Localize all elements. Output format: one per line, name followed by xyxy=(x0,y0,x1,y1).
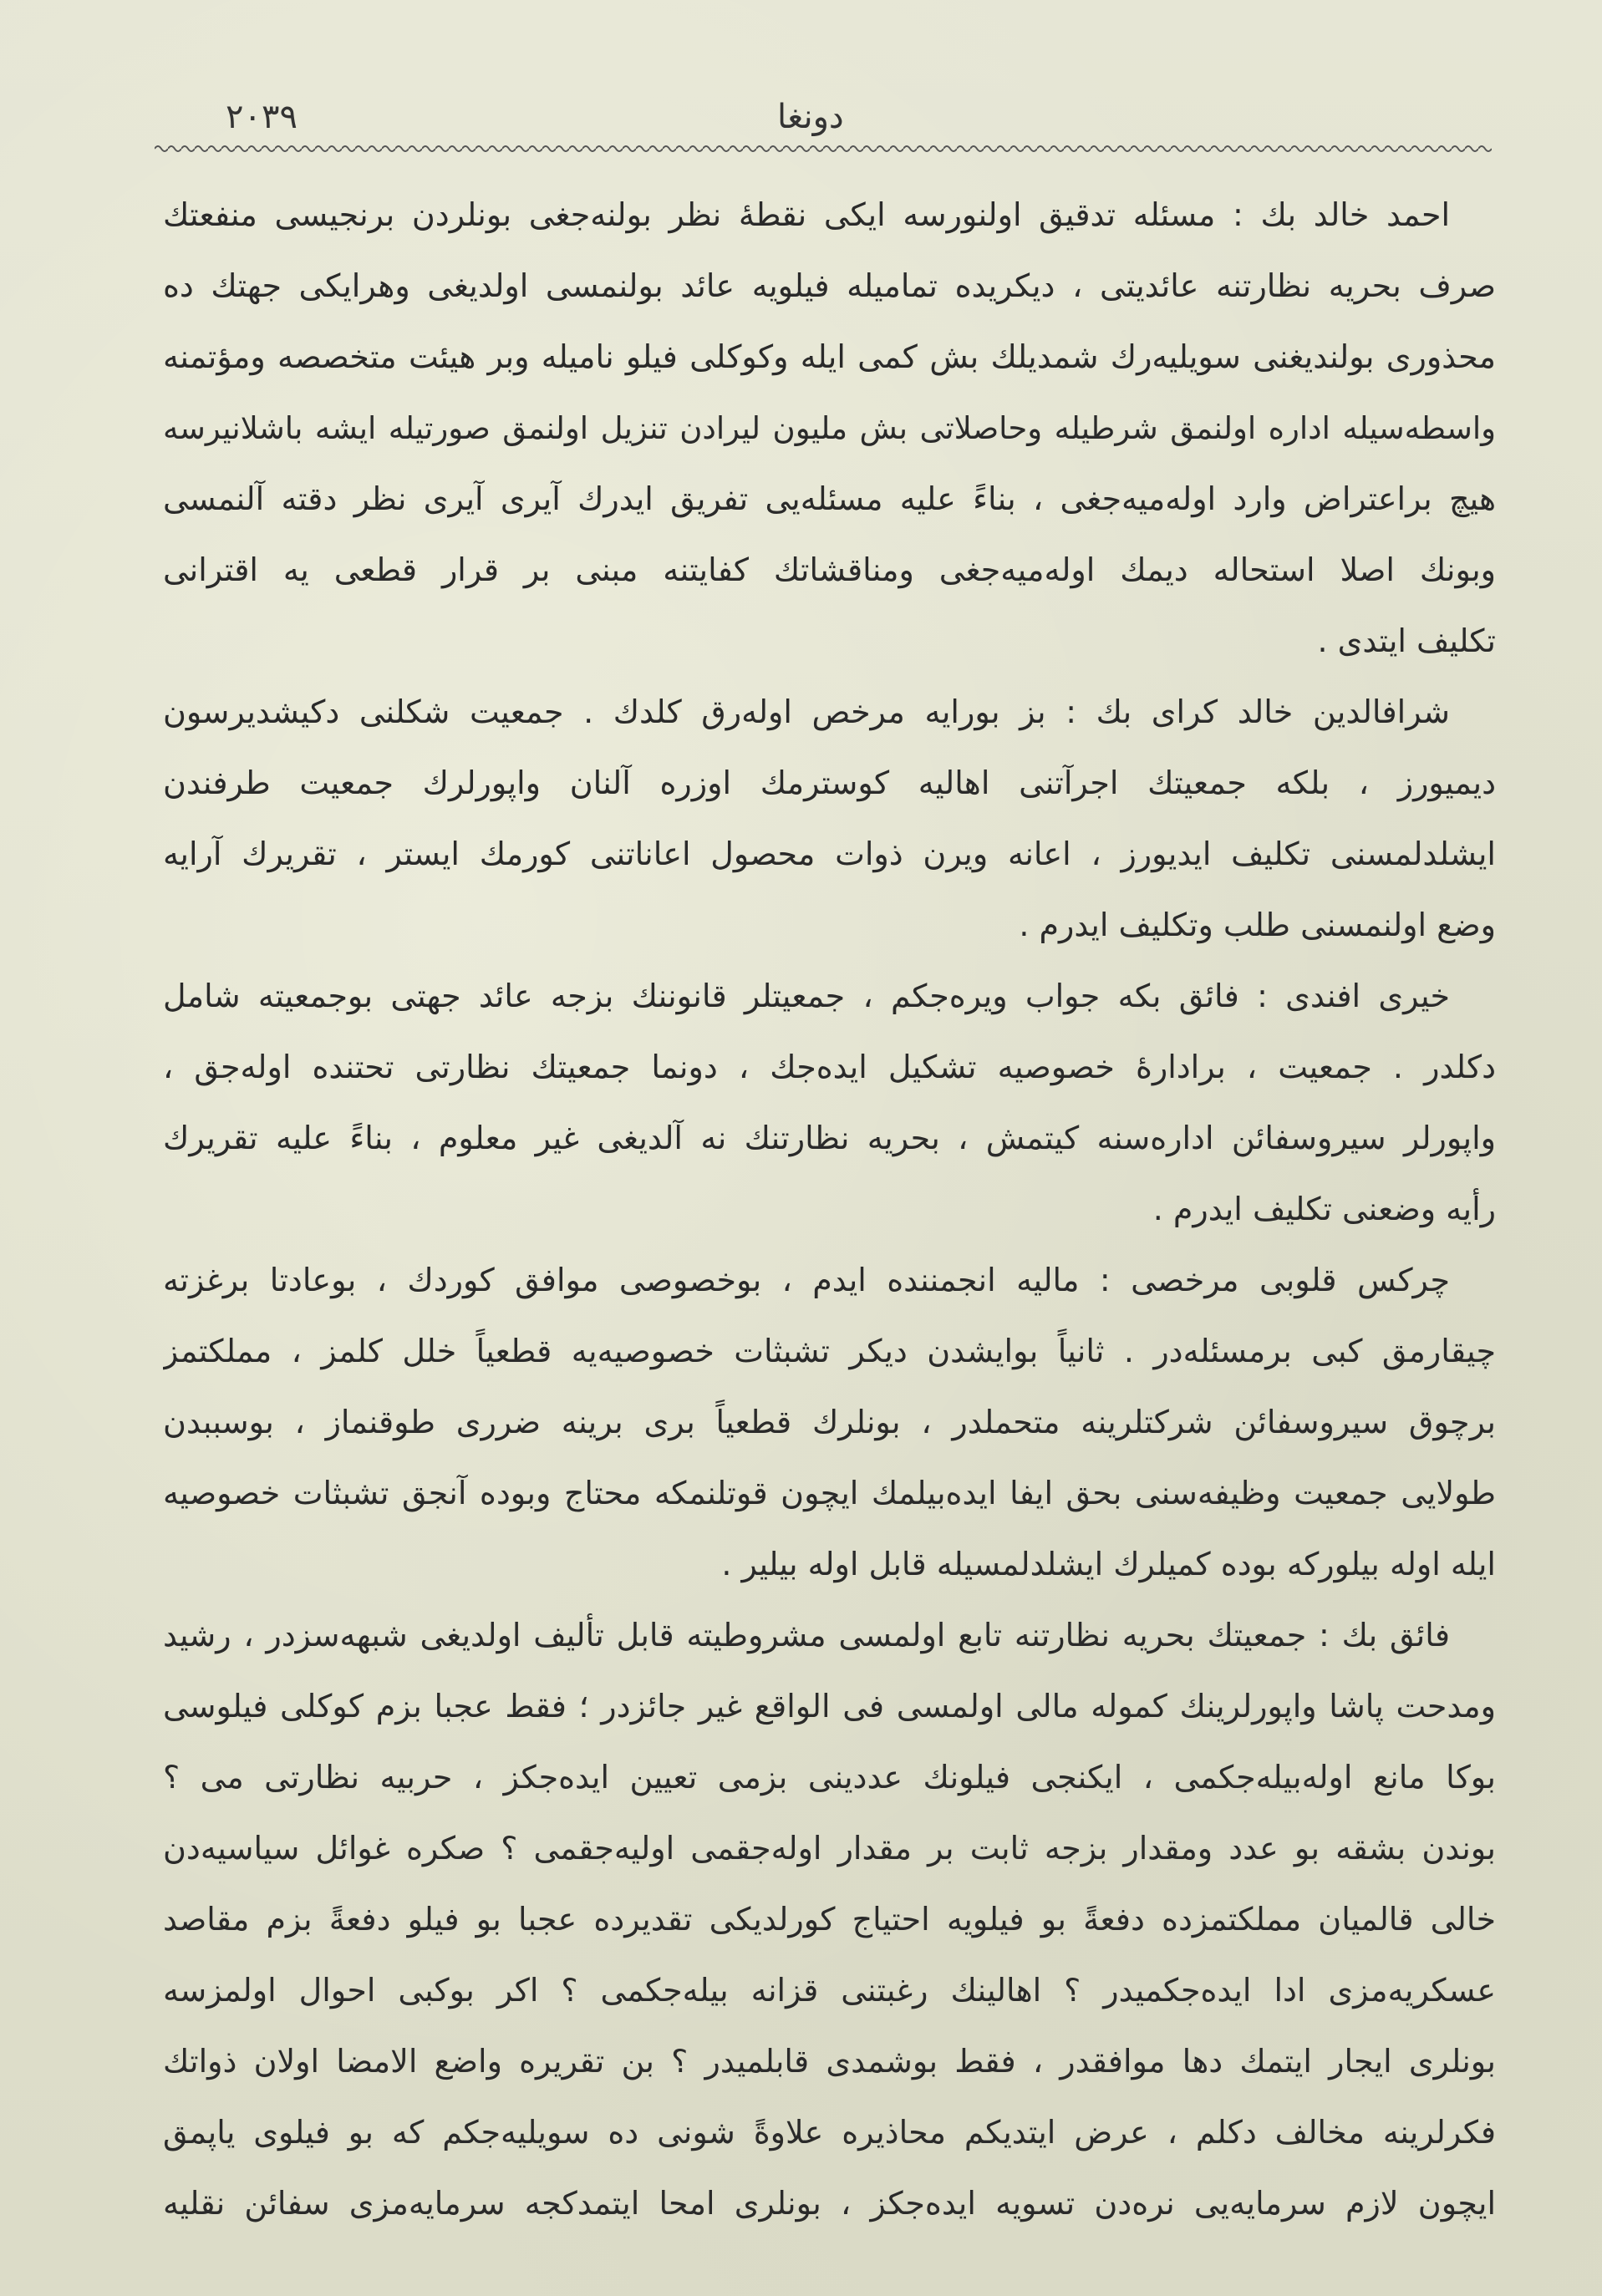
text-line: تكليف ايتدى . xyxy=(1317,622,1496,659)
text-line: احمد خالد بك : مسئله تدقيق اولنورسه ايكى نقطهٔ نظر بولنه‌جغى بونلردن برنجيسى منفعتك xyxy=(163,196,1450,233)
text-line: طولايى جمعيت وظيفه‌سنى بحق ايفا ايده‌بيلمك ايچون قوتلنمكه محتاج وبوده آنجق تشبثات خصوصيه xyxy=(163,1475,1496,1511)
paragraph-ahmed-halid-bey xyxy=(163,180,1496,677)
text-line: شرافالدين خالد كراى بك : بز بورايه مرخص اوله‌رق كلدك . جمعيت شكلنى دكيشديرسون xyxy=(163,693,1450,730)
paragraph-hayri-efendi xyxy=(163,961,1496,1245)
body-text xyxy=(163,180,1496,2239)
text-line: فائق بك : جمعيتك بحريه نظارتنه تابع اولمسى مشروطيته قابل تأليف اولديغى شبهه‌سزدر ، رشيد xyxy=(163,1617,1450,1653)
text-line: دكلدر . جمعيت ، براداره‌ٔ خصوصيه تشكيل ايده‌جك ، دونما جمعيتك نظارتى تحتنده اوله‌جق ، xyxy=(163,1049,1496,1085)
text-line: رأيه وضعنى تكليف ايدرم . xyxy=(1152,1191,1496,1227)
text-line: چيقارمق كبى برمسئله‌در . ثانياً بوايشدن ديكر تشبثات خصوصيه‌يه قطعياً خلل كلمز ، مملكتمز xyxy=(163,1333,1496,1369)
text-line: واسطه‌سيله اداره اولنمق شرطيله وحاصلاتى بش مليون ليرادن تنزيل اولنمق صورتيله ايشه باشلانيرسه xyxy=(163,410,1496,446)
text-line: هيچ براعتراض وارد اوله‌ميه‌جغى ، بناءً عليه مسئله‌يى تفريق ايدرك آيرى آيرى نظر دقته آلنمسى xyxy=(163,480,1496,517)
text-line: واپورلر سيروسفائن اداره‌سنه كيتمش ، بحريه نظارتنك نه آلديغى غير معلوم ، بناءً عليه تقريرك xyxy=(163,1120,1496,1156)
page-number: ٢٠٣٩ xyxy=(226,98,298,136)
text-line: فكرلرينه مخالف دكلم ، عرض ايتديكم محاذيره علاوةً شونى ده سويليه‌جكم كه بو فيلوى ياپمق xyxy=(163,2114,1496,2151)
wavy-header-rule xyxy=(155,139,1492,159)
text-line: صرف بحريه نظارتنه عائديتى ، ديكريده تماميله فيلويه عائد بولنمسى اولديغى وهرايكى جهتك ده xyxy=(163,267,1496,304)
running-title: دونغا xyxy=(777,98,844,136)
text-line: بوكا مانع اوله‌بيله‌جكمى ، ايكنجى فيلونك عددينى بزمى تعيين ايده‌جكز ، حربيه نظارتى مى ؟ xyxy=(163,1759,1496,1796)
paragraph-faik-bey xyxy=(163,1600,1496,2239)
text-line: بونلرى ايجار ايتمك دها موافقدر ، فقط بوشمدى قابلميدر ؟ بن تقريره واضع الامضا اولان ذواتك xyxy=(163,2043,1496,2080)
text-line: ايشلدلمسنى تكليف ايديورز ، اعانه ويرن ذوات محصول اعاناتنى كورمك ايستر ، تقريرك آرايه xyxy=(163,836,1496,872)
text-line: برچوق سيروسفائن شركتلرينه متحملدر ، بونلرك قطعياً برى برينه ضررى طوقنماز ، بوسببدن xyxy=(163,1404,1496,1440)
paragraph-cerkes-kolubi-delegate xyxy=(163,1245,1496,1600)
text-line: بوندن بشقه بو عدد ومقدار بزجه ثابت بر مقدار اوله‌جقمى اوليه‌جقمى ؟ صكره غوائل سياسيه‌دن xyxy=(163,1830,1496,1867)
text-line: ايله اوله بيلوركه بوده كميلرك ايشلدلمسيله قابل اوله بيلير . xyxy=(721,1546,1496,1582)
text-line: خيرى افندى : فائق بكه جواب ويره‌جكم ، جمعيتلر قانوننك بزجه عائد جهتى بوجمعيته شامل xyxy=(163,978,1450,1014)
text-line: عسكريه‌مزى ادا ايده‌جكميدر ؟ اهالينك رغبتنى قزانه بيله‌جكمى ؟ اكر بوكبى احوال اولمزسه xyxy=(163,1972,1496,2009)
text-line: چركس قلوبى مرخصى : ماليه انجمننده ايدم ، بوخصوصى موافق كوردك ، بوعادتا برغزته xyxy=(163,1262,1450,1298)
text-line: وضع اولنمسنى طلب وتكليف ايدرم . xyxy=(1019,907,1496,943)
text-line: ايچون لازم سرمايه‌يى نره‌دن تسويه ايده‌جكز ، بونلرى امحا ايتمدكجه سرمايه‌مزى سفائن نقليه xyxy=(163,2185,1496,2222)
text-line: خالى قالميان مملكتمزده دفعةً بو فيلويه احتياج كورلديكى تقديرده عجبا بو فيلو دفعةً بزم مقاصد xyxy=(163,1901,1496,1938)
text-line: وبونك اصلا استحاله ديمك اوله‌ميه‌جغى ومناقشاتك كفايتنه مبنى بر قرار قطعى يه اقترانى xyxy=(163,551,1496,588)
text-line: ومدحت پاشا واپورلرينك كموله مالى اولمسى فى الواقع غير جائزدر ؛ فقط عجبا بزم كوكلى فيلوسى xyxy=(163,1688,1496,1725)
text-line: محذورى بولنديغنى سويليه‌رك شمديلك بش كمى ايله وكوكلى فيلو ناميله وبر هيئت متخصصه ومؤتمنه xyxy=(163,338,1496,375)
text-line: ديميورز ، بلكه جمعيتك اجرآتنى اهاليه كوسترمك اوزره آلنان واپورلرك جمعيت طرفندن xyxy=(163,764,1496,801)
paragraph-serefeddin-halid-giray-bey xyxy=(163,677,1496,961)
